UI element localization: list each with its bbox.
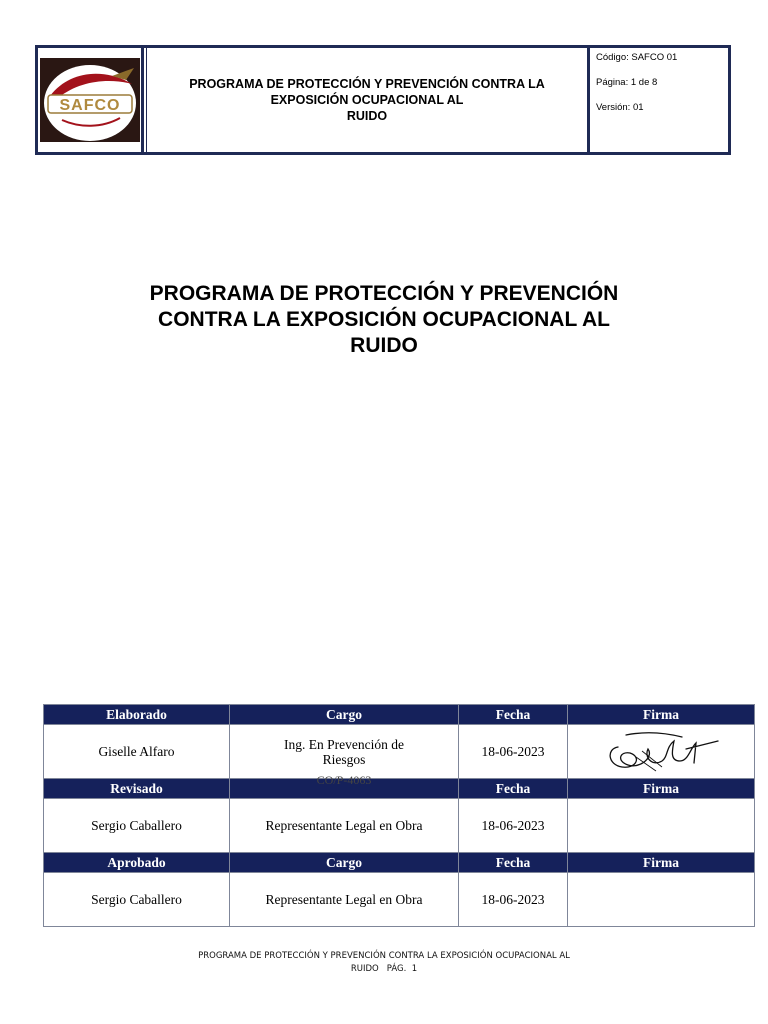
date-cell: 18-06-2023 bbox=[459, 725, 568, 779]
header-cell: Aprobado bbox=[44, 853, 230, 873]
company-logo-cell bbox=[38, 48, 144, 152]
signature-cell bbox=[568, 873, 755, 927]
handwritten-signature-icon bbox=[596, 727, 726, 777]
document-main-title bbox=[84, 281, 684, 359]
table-header-row bbox=[44, 705, 755, 725]
role-cell bbox=[230, 725, 459, 787]
main-title-line: PROGRAMA DE PROTECCIÓN Y PREVENCIÓN bbox=[149, 282, 619, 305]
header-title-line: PROGRAMA DE PROTECCIÓN Y PREVENCIÓN CONTRA LA bbox=[189, 77, 545, 91]
header-cell: Firma bbox=[568, 853, 755, 873]
header-cell: Firma bbox=[568, 705, 755, 725]
role-cell: Representante Legal en Obra bbox=[230, 873, 459, 927]
header-cell: Cargo bbox=[230, 705, 459, 725]
role-text: Ing. En Prevención de Riesgos bbox=[284, 736, 404, 767]
table-row bbox=[44, 799, 755, 853]
document-version: Versión: 01 bbox=[596, 102, 644, 113]
document-code: Código: SAFCO 01 bbox=[596, 52, 678, 63]
header-title-line: RUIDO bbox=[346, 109, 388, 123]
registration-number: CO/P-4063 bbox=[316, 773, 372, 787]
svg-text:SAFCO: SAFCO bbox=[59, 97, 120, 114]
header-cell: Fecha bbox=[459, 705, 568, 725]
table-row bbox=[44, 873, 755, 927]
signature-cell bbox=[568, 725, 755, 779]
date-cell: 18-06-2023 bbox=[459, 799, 568, 853]
header-cell: Fecha bbox=[459, 779, 568, 799]
name-cell: Sergio Caballero bbox=[44, 873, 230, 927]
header-cell: Cargo bbox=[230, 853, 459, 873]
table-row bbox=[44, 725, 755, 779]
table-header-row bbox=[44, 853, 755, 873]
name-cell: Sergio Caballero bbox=[44, 799, 230, 853]
date-cell: 18-06-2023 bbox=[459, 873, 568, 927]
role-cell: Representante Legal en Obra bbox=[230, 799, 459, 853]
name-cell: Giselle Alfaro bbox=[44, 725, 230, 779]
header-cell: Elaborado bbox=[44, 705, 230, 725]
header-cell: Revisado bbox=[44, 779, 230, 799]
page-number: Página: 1 de 8 bbox=[596, 77, 658, 88]
header-cell: Firma bbox=[568, 779, 755, 799]
safco-logo-icon bbox=[40, 58, 140, 142]
main-title-line: RUIDO bbox=[350, 334, 418, 357]
footer-line: PROGRAMA DE PROTECCIÓN Y PREVENCIÓN CONTRA LA EXPOSICIÓN OCUPACIONAL AL bbox=[198, 951, 570, 961]
approval-table bbox=[43, 704, 755, 927]
header-title-line: EXPOSICIÓN OCUPACIONAL AL bbox=[270, 93, 464, 107]
header-cell: Fecha bbox=[459, 853, 568, 873]
header-metadata bbox=[590, 48, 728, 152]
footer-line: RUIDO PÁG. 1 bbox=[350, 964, 418, 974]
page-footer bbox=[134, 950, 634, 976]
document-header bbox=[35, 45, 731, 155]
header-title bbox=[146, 48, 590, 152]
signature-cell bbox=[568, 799, 755, 853]
main-title-line: CONTRA LA EXPOSICIÓN OCUPACIONAL AL bbox=[158, 308, 610, 331]
